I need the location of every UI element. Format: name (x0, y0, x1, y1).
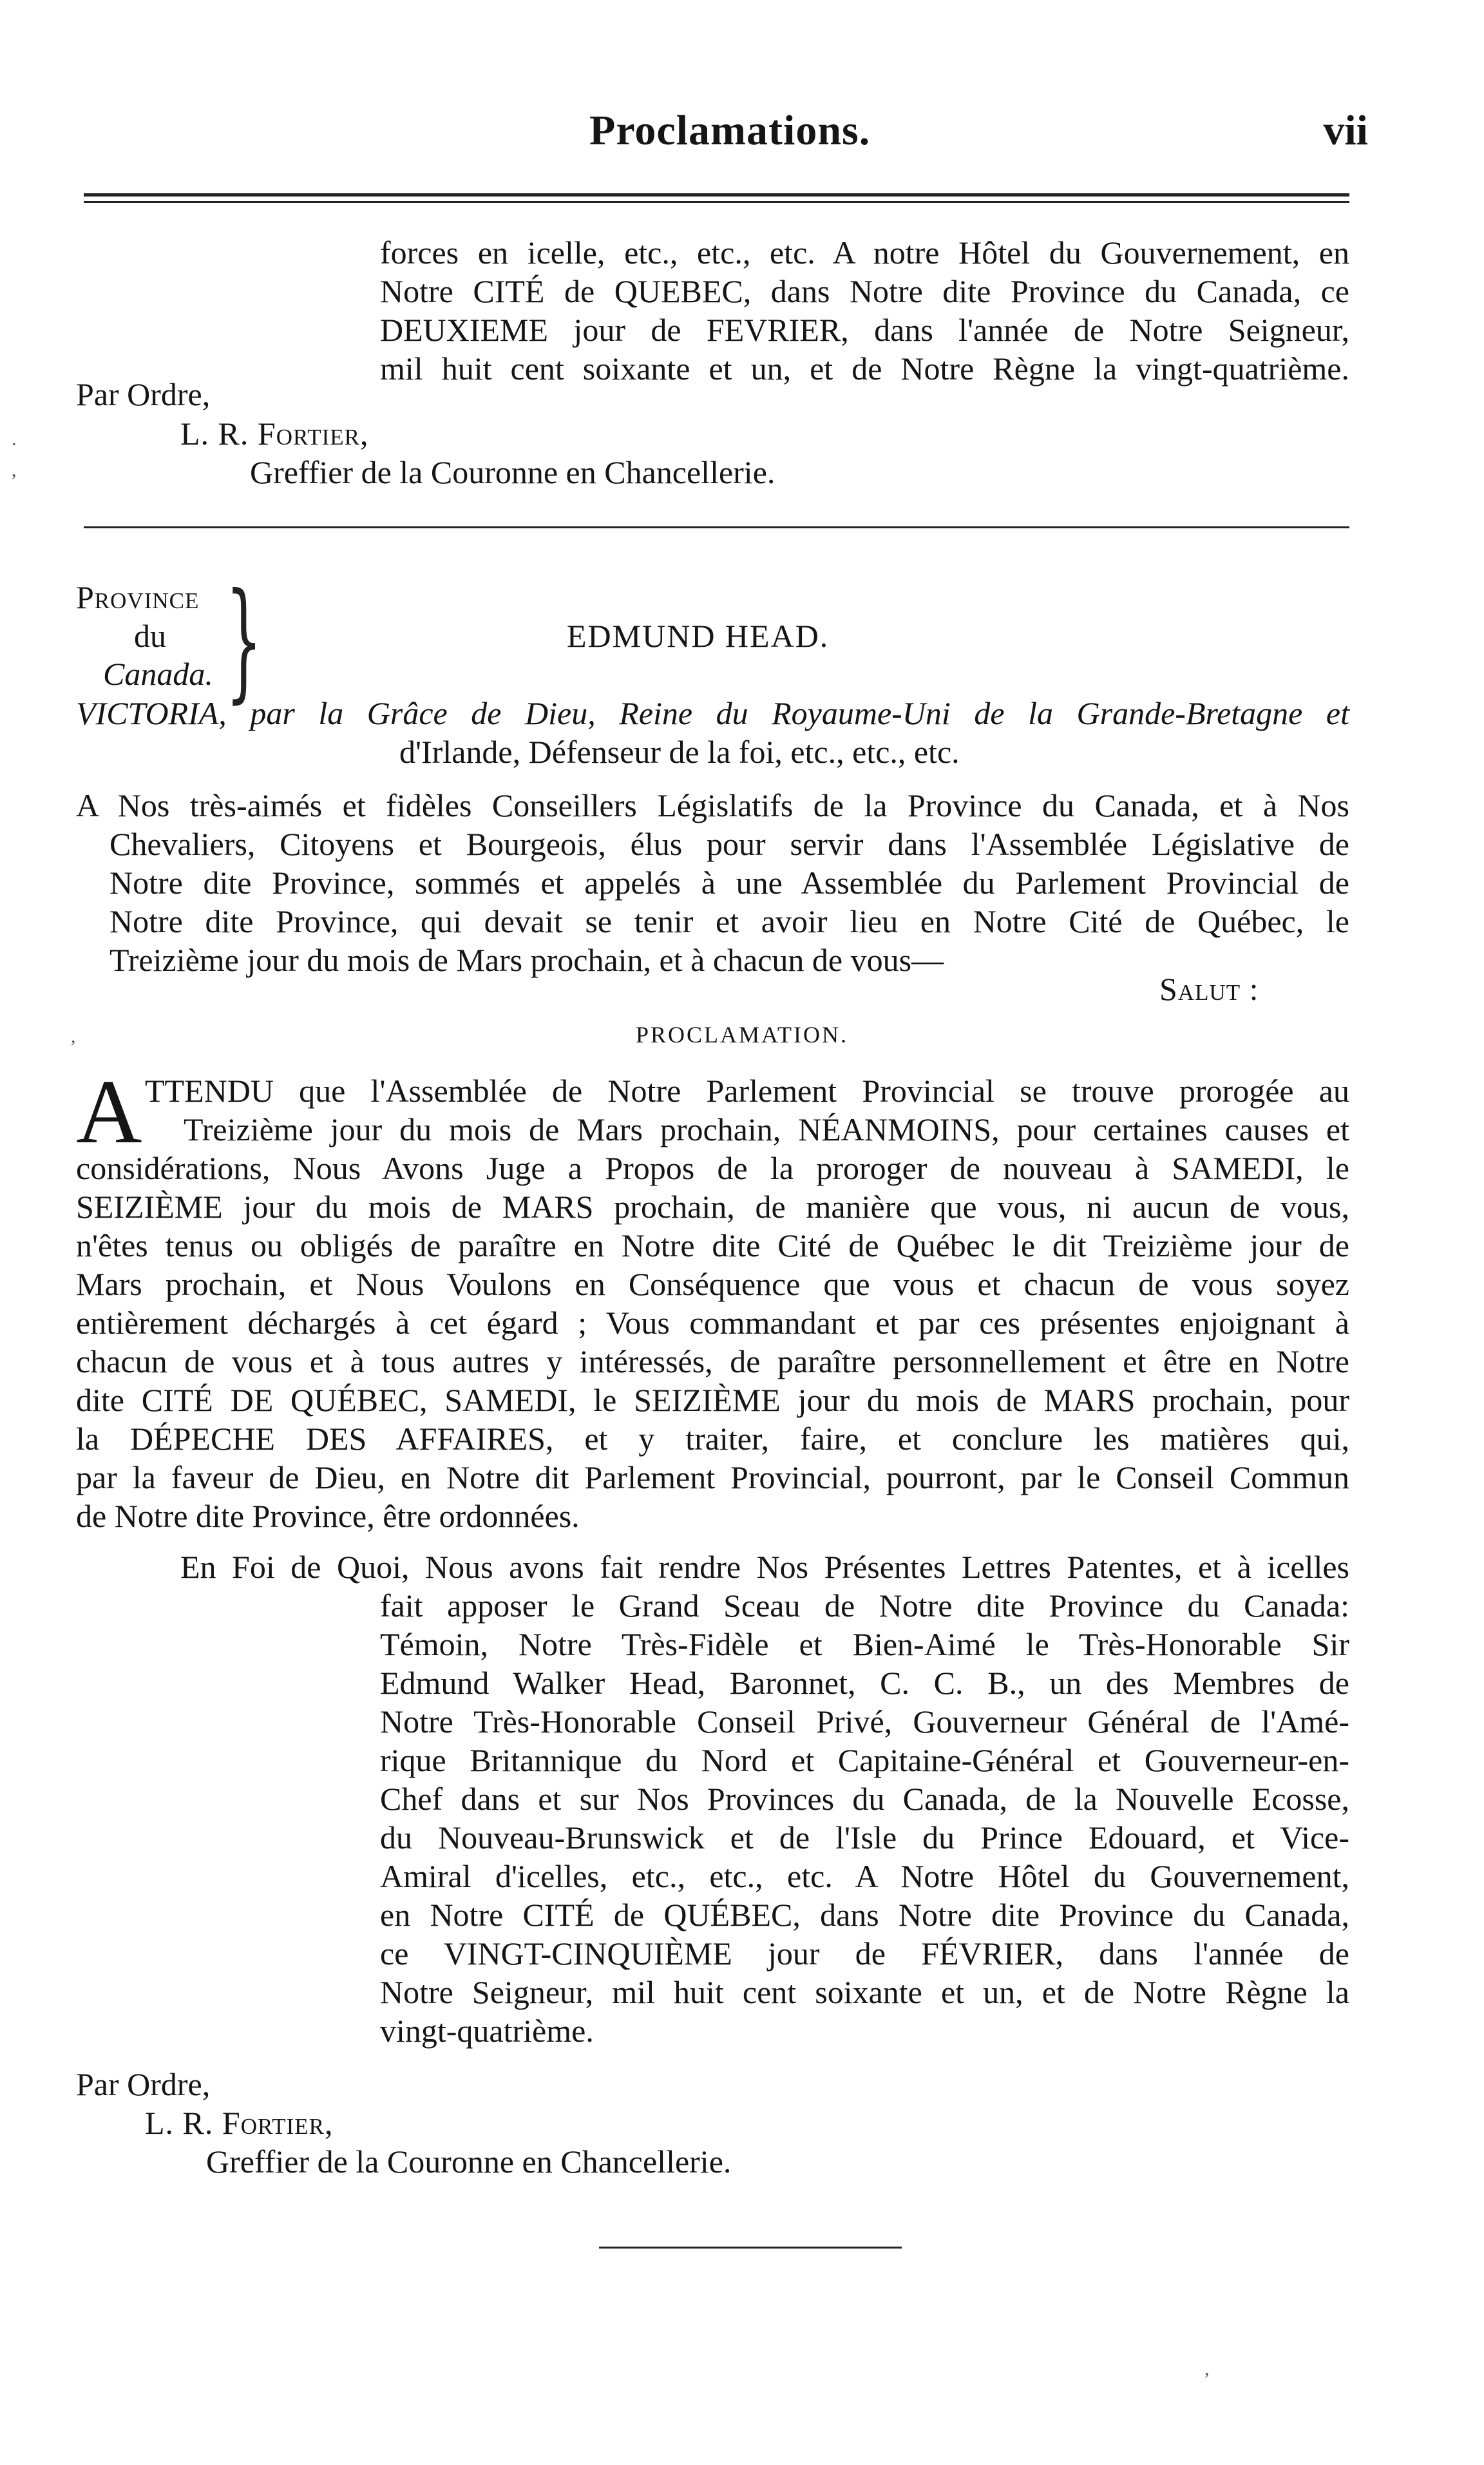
address-paragraph (109, 825, 1349, 941)
proclamation-body-start (145, 1071, 1349, 1110)
end-rule (599, 2247, 902, 2249)
canada-label: Canada. (103, 656, 213, 692)
brace-glyph: } (225, 566, 263, 716)
signer-name: L. R. Fortier, (145, 2105, 334, 2141)
closing-paragraph-1 (380, 233, 1349, 388)
page-number: vii (1323, 107, 1368, 154)
text-line: considérations, Nous Avons Juge a Propos de la proroger de nouveau à SAMEDI, le (76, 1150, 1349, 1186)
proclamation-body (76, 1149, 1349, 1497)
text-line: fait apposer le Grand Sceau de Notre dite Province du Canada: (380, 1587, 1349, 1624)
text-line: Mars prochain, et Nous Voulons en Conséquence que vous et chacun de vous soyez (76, 1266, 1349, 1302)
text-line: forces en icelle, etc., etc., etc. A notre Hôtel du Gouvernement, en (380, 235, 1349, 271)
text-line: ce VINGT-CINQUIÈME jour de FÉVRIER, dans l'année de (380, 1935, 1349, 1971)
text-line: TTENDU que l'Assemblée de Notre Parlement Provincial se trouve prorogée au (145, 1073, 1349, 1109)
proclamation-body-last: de Notre dite Province, être ordonnées. (76, 1498, 580, 1534)
text-line: DEUXIEME jour de FEVRIER, dans l'année de Notre Seigneur, (380, 312, 1349, 348)
text-line: En Foi de Quoi, Nous avons fait rendre Nos Présentes Lettres Patentes, et à icelles (180, 1549, 1349, 1585)
victoria-paragraph (76, 694, 1349, 733)
text-line: Notre dite Province, sommés et appelés à une Assemblée du Parlement Provincial de (109, 865, 1349, 901)
salut-label: Salut : (1159, 971, 1259, 1007)
text-line: par la faveur de Dieu, en Notre dit Parlement Provincial, pourront, par le Conseil Commun (76, 1459, 1349, 1495)
text-line: Chevaliers, Citoyens et Bourgeois, élus pour servir dans l'Assemblée Législative de (109, 826, 1349, 862)
text-line: Edmund Walker Head, Baronnet, C. C. B., un des Membres de (380, 1665, 1349, 1701)
text-line: SEIZIÈME jour du mois de MARS prochain, de manière que vous, ni aucun de vous, (76, 1189, 1349, 1225)
testimonial-first-line (180, 1548, 1349, 1586)
margin-speck: , (1204, 2358, 1210, 2379)
header-rule-bottom (84, 201, 1349, 203)
governor-name: EDMUND HEAD. (567, 618, 830, 654)
testimonial-paragraph (380, 1586, 1349, 2011)
text-line: n'êtes tenus ou obligés de paraître en Notre dite Cité de Québec le dit Treizième jour de (76, 1227, 1349, 1263)
header-rule-top (84, 193, 1349, 197)
text-line: Notre CITÉ de QUEBEC, dans Notre dite Province du Canada, ce (380, 273, 1349, 309)
text-line: Chef dans et sur Nos Provinces du Canada, de la Nouvelle Ecosse, (380, 1781, 1349, 1817)
address-last-line: Treizième jour du mois de Mars prochain, et à chacun de vous— (109, 942, 944, 978)
testimonial-last-line: vingt-quatrième. (380, 2013, 594, 2049)
text-line: mil huit cent soixante et un, et de Notre Règne la vingt-quatrième. (380, 350, 1349, 387)
text-line: en Notre CITÉ de QUÉBEC, dans Notre dite Province du Canada, (380, 1897, 1349, 1933)
signer-name: L. R. Fortier, (180, 416, 369, 452)
proclamation-heading: PROCLAMATION. (635, 1022, 849, 1048)
text-line: Notre Seigneur, mil huit cent soixante et un, et de Notre Règne la (380, 1974, 1349, 2010)
par-ordre-label: Par Ordre, (76, 376, 211, 412)
section-divider (84, 526, 1349, 528)
du-label: du (134, 618, 166, 654)
text-line: dite CITÉ DE QUÉBEC, SAMEDI, le SEIZIÈME jour du mois de MARS prochain, pour (76, 1382, 1349, 1418)
text-line: du Nouveau-Brunswick et de l'Isle du Prince Edouard, et Vice- (380, 1819, 1349, 1856)
text-line: chacun de vous et à tous autres y intéressés, de paraître personnellement et être en Notre (76, 1343, 1349, 1379)
signer-title: Greffier de la Couronne en Chancellerie. (250, 454, 775, 490)
text-line: Amiral d'icelles, etc., etc., etc. A Notre Hôtel du Gouvernement, (380, 1858, 1349, 1894)
margin-speck: . (12, 428, 17, 450)
margin-speck: , (71, 1026, 76, 1047)
text-line: Notre Très-Honorable Conseil Privé, Gouverneur Général de l'Amé- (380, 1703, 1349, 1740)
margin-speck: , (12, 459, 17, 481)
text-line: VICTORIA, par la Grâce de Dieu, Reine du Royaume-Uni de la Grande-Bretagne et (76, 695, 1349, 731)
victoria-line-2: d'Irlande, Défenseur de la foi, etc., etc., etc. (399, 734, 960, 770)
proclamation-body-line2 (184, 1110, 1349, 1149)
drop-cap: A (76, 1060, 142, 1162)
running-title: Proclamations. (589, 107, 871, 154)
par-ordre-label: Par Ordre, (76, 2066, 211, 2102)
signer-title: Greffier de la Couronne en Chancellerie. (206, 2144, 732, 2180)
address-paragraph-first (76, 786, 1349, 825)
text-line: Notre dite Province, qui devait se tenir et avoir lieu en Notre Cité de Québec, le (109, 903, 1349, 939)
text-line: rique Britannique du Nord et Capitaine-Général et Gouverneur-en- (380, 1742, 1349, 1778)
text-line: entièrement déchargés à cet égard ; Vous commandant et par ces présentes enjoignant à (76, 1305, 1349, 1341)
text-line: Treizième jour du mois de Mars prochain, NÉANMOINS, pour certaines causes et (184, 1111, 1349, 1147)
province-label: Province (76, 579, 200, 615)
text-line: Témoin, Notre Très-Fidèle et Bien-Aimé le Très-Honorable Sir (380, 1626, 1349, 1662)
text-line: la DÉPECHE DES AFFAIRES, et y traiter, faire, et conclure les matières qui, (76, 1421, 1349, 1457)
text-line: A Nos très-aimés et fidèles Conseillers Législatifs de la Province du Canada, et à Nos (76, 787, 1349, 823)
